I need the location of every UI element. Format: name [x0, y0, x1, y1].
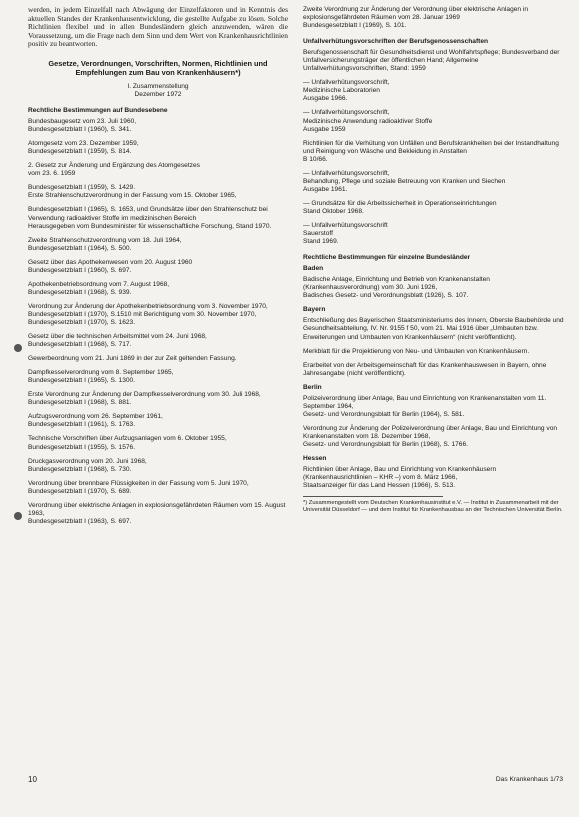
state-name: Hessen: [303, 455, 327, 463]
union-heading: Unfallverhütungsvorschriften der Berufsgenossenschaften: [303, 38, 489, 46]
law-entry: Atomgesetz vom 23. Dezember 1959, Bundesgesetzblatt I (1959), S. 814.: [28, 140, 139, 156]
state-entry: Erarbeitet von der Arbeitsgemeinschaft für das Krankenhauswesen in Bayern, ohne Jahresangabe (nicht veröffentlicht).: [303, 361, 547, 377]
state-entry: Richtlinien über Anlage, Bau und Einrichtung von Krankenhäusern (Krankenhausrichtlinien – KHR –) vom 8. März 1966, Staatsanzeiger für das Land Hessen (1966), S. 513.: [303, 466, 497, 490]
state-entry: Polizeiverordnung über Anlage, Bau und Einrichtung von Krankenanstalten vom 11. September 1964, Gesetz- und Verordnungsblatt für Berlin (1964), S. 581.: [303, 394, 547, 418]
state-name: Berlin: [303, 383, 322, 391]
state-name: Bayern: [303, 306, 326, 314]
law-entry: Technische Vorschriften über Aufzugsanlagen vom 6. Oktober 1955, Bundesgesetzblatt I (1955), S. 1576.: [28, 435, 227, 451]
law-entry: Verordnung über elektrische Anlagen in explosionsgefährdeten Räumen vom 15. August 1963, Bundesgesetzblatt I (1963), S. 697.: [28, 501, 286, 525]
law-entry: Aufzugsverordnung vom 26. September 1961, Bundesgesetzblatt I (1961), S. 1763.: [28, 413, 163, 429]
union-entry: — Unfallverhütungsvorschrift, Medizinische Laboratorien Ausgabe 1966.: [303, 79, 390, 103]
footnote: *) Zusammengestellt vom Deutschen Krankenhausinstitut e.V. — Institut in Zusammenarbeit mit der Universität Düsseldorf — und dem Institut für Krankenhausbau an der Technischen Universität Berlin.: [303, 500, 563, 514]
compilation-line: I. Zusammenstellung: [127, 82, 189, 90]
law-entry: Bundesgesetzblatt I (1959), S. 1429. Erste Strahlenschutzverordnung in der Fassung vom 15. Oktober 1965,: [28, 184, 237, 200]
section-title: Gesetze, Verordnungen, Vorschriften, Normen, Richtlinien und Empfehlungen zum Bau von Krankenhäusern*): [48, 58, 268, 77]
intro-paragraph: werden, in jedem Einzelfall nach Abwägung der Einzelfaktoren und in Kenntnis des aktuellen Standes der Krankenhausentwicklung, die gestellte Aufgabe zu lösen. Solche Richtlinien flexibel und in allen Bundesländern gleich anzuwenden, wären die Voraussetzung, um die Frage nach dem Sinn und dem Wert von Krankenhausrichtlinien positiv zu beantworten.: [28, 5, 288, 49]
federal-heading: Rechtliche Bestimmungen auf Bundesebene: [28, 107, 168, 115]
compilation-note: [28, 83, 288, 99]
page-number: 10: [28, 775, 37, 784]
law-entry: Druckgasverordnung vom 20. Juni 1968, Bundesgesetzblatt I (1968), S. 730.: [28, 457, 147, 473]
union-intro: Berufsgenossenschaft für Gesundheitsdienst und Wohlfahrtspflege; Bundesverband der Unfallversicherungsträger der öffentlichen Hand; Allgemeine Unfallverhütungsvorschriften, Stand: 1959: [303, 49, 560, 73]
punch-hole-top: [14, 344, 22, 352]
union-entry: — Unfallverhütungsvorschrift Sauerstoff Stand 1969.: [303, 221, 388, 246]
law-entry: Apothekenbetriebsordnung vom 7. August 1968, Bundesgesetzblatt I (1968), S. 939.: [28, 280, 170, 296]
law-entry: Zweite Verordnung zur Änderung der Verordnung über elektrische Anlagen in explosionsgefährdeten Räumen vom 28. Januar 1969 Bundesgesetzblatt I (1969), S. 101.: [303, 6, 529, 30]
states-heading: Rechtliche Bestimmungen für einzelne Bundesländer: [303, 254, 471, 262]
punch-hole-bottom: [14, 512, 22, 520]
union-entry: — Unfallverhütungsvorschrift, Medizinische Anwendung radioaktiver Stoffe Ausgabe 1959: [303, 109, 433, 133]
state-entry: Merkblatt für die Projektierung von Neu- und Umbauten von Krankenhäusern.: [303, 347, 530, 355]
law-entry: Verordnung zur Änderung der Apothekenbetriebsordnung vom 3. November 1970, Bundesgesetzblatt I (1970), S.1510 mit Berichtigung vom 30. November 1970, Bundesgesetzblatt I (1970), S. 1623.: [28, 302, 268, 326]
journal-reference: Das Krankenhaus 1/73: [495, 776, 563, 783]
law-entry: Gewerbeordnung vom 21. Juni 1869 in der zur Zeit geltenden Fassung.: [28, 355, 237, 363]
law-entry: Bundesbaugesetz vom 23. Juli 1960, Bundesgesetzblatt I (1960), S. 341.: [28, 118, 137, 134]
state-name: Baden: [303, 265, 324, 273]
right-column: [303, 6, 565, 514]
compilation-date: Dezember 1972: [134, 91, 182, 99]
union-entry: Richtlinien für die Verhütung von Unfällen und Berufskrankheiten bei der Instandhaltung und Reinigung von Wäsche und Bekleidung in Anstalten B 10/66.: [303, 139, 559, 163]
left-column: [28, 6, 288, 532]
law-entry: 2. Gesetz zur Änderung und Ergänzung des Atomgesetzes vom 23. 6. 1959: [28, 162, 200, 178]
union-entry: — Unfallverhütungsvorschrift, Behandlung, Pflege und soziale Betreuung von Kranken und Siechen Ausgabe 1961.: [303, 169, 506, 193]
law-entry: Verordnung über brennbare Flüssigkeiten in der Fassung vom 5. Juni 1970, Bundesgesetzblatt I (1970), S. 689.: [28, 479, 249, 495]
union-entry: — Grundsätze für die Arbeitssicherheit in Operationseinrichtungen Stand Oktober 1968.: [303, 199, 497, 215]
law-entry: Zweite Strahlenschutzverordnung vom 18. Juli 1964, Bundesgesetzblatt I (1964), S. 500.: [28, 236, 182, 252]
state-entry: Entschließung des Bayerischen Staatsministeriums des Innern, Oberste Baubehörde und Gesundheitsabteilung, IV. Nr. 9155 f 50, vom 21. Mai 1916 über „Umbauten bzw. Erweiterungen und Umbauten von Krankenhäusern“ (nicht veröffentlicht).: [303, 317, 564, 341]
law-entry: Bundesgesetzblatt I (1965), S. 1653, und Grundsätze über den Strahlenschutz bei Verwendung radioaktiver Stoffe im medizinischen Bereich Herausgegeben vom Bundesminister für wissenschaftliche Forschung, Stand 1970.: [28, 206, 272, 230]
law-entry: Erste Verordnung zur Änderung der Dampfkesselverordnung vom 30. Juli 1968, Bundesgesetzblatt I (1968), S. 881.: [28, 391, 261, 407]
state-entry: Verordnung zur Änderung der Polizeiverordnung über Anlage, Bau und Einrichtung von Krankenanstalten vom 18. Dezember 1968, Gesetz- und Verordnungsblatt für Berlin (1968), S. 1766.: [303, 424, 558, 448]
law-entry: Dampfkesselverordnung vom 8. September 1965, Bundesgesetzblatt I (1965), S. 1300.: [28, 369, 174, 385]
state-entry: Badische Anlage, Einrichtung und Betrieb von Krankenanstalten (Krankenhausverordnung) vom 30. Juni 1926, Badisches Gesetz- und Verordnungsblatt (1926), S. 107.: [303, 276, 490, 300]
law-entry: Gesetz über die technischen Arbeitsmittel vom 24. Juni 1968, Bundesgesetzblatt I (1968), S. 717.: [28, 333, 207, 349]
law-entry: Gesetz über das Apothekenwesen vom 20. August 1960 Bundesgesetzblatt I (1960), S. 697.: [28, 258, 193, 274]
